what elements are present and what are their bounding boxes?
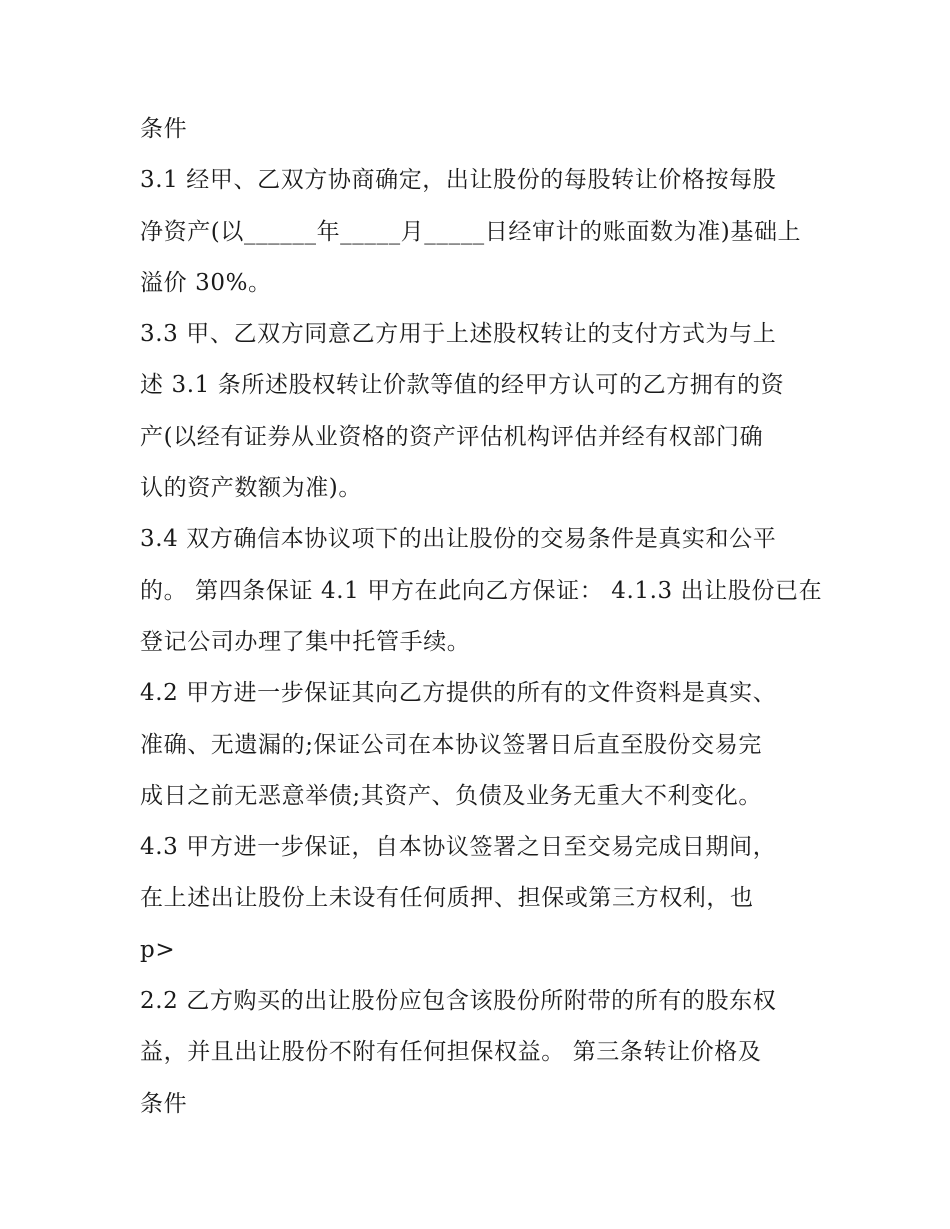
text-line: 成日之前无恶意举债;其资产、负债及业务无重大不利变化。 bbox=[140, 782, 762, 809]
text-line: 溢价 30%。 bbox=[140, 269, 272, 296]
text-line: 2.2 乙方购买的出让股份应包含该股份所附带的所有的股东权 bbox=[140, 988, 777, 1015]
text-line: 4.3 甲方进一步保证，自本协议签署之日至交易完成日期间， bbox=[140, 834, 777, 861]
text-line: 4.2 甲方进一步保证其向乙方提供的所有的文件资料是真实、 bbox=[140, 680, 777, 707]
text-line: 认的资产数额为准)。 bbox=[140, 475, 362, 502]
text-line: 净资产(以______年_____月_____日经审计的账面数为准)基础上 bbox=[140, 218, 802, 245]
text-line: 的。 第四条保证 4.1 甲方在此向乙方保证： 4.1.3 出让股份已在 bbox=[140, 577, 823, 604]
document-body bbox=[140, 104, 823, 1130]
text-line: 述 3.1 条所述股权转让价款等值的经甲方认可的乙方拥有的资 bbox=[140, 372, 785, 399]
text-line: 产(以经有证券从业资格的资产评估机构评估并经有权部门确 bbox=[140, 423, 764, 450]
text-line: 3.4 双方确信本协议项下的出让股份的交易条件是真实和公平 bbox=[140, 526, 777, 553]
text-line: 3.3 甲、乙双方同意乙方用于上述股权转让的支付方式为与上 bbox=[140, 321, 777, 348]
text-line: 3.1 经甲、乙双方协商确定，出让股份的每股转让价格按每股 bbox=[140, 167, 777, 194]
text-line: 登记公司办理了集中托管手续。 bbox=[140, 628, 471, 655]
text-line: 益，并且出让股份不附有任何担保权益。 第三条转让价格及 bbox=[140, 1039, 762, 1066]
text-line: 在上述出让股份上未设有任何质押、担保或第三方权利，也 bbox=[140, 885, 754, 912]
text-line: p> bbox=[140, 936, 176, 963]
text-line: 条件 bbox=[140, 1090, 188, 1117]
text-line: 准确、无遗漏的;保证公司在本协议签署日后直至股份交易完 bbox=[140, 731, 762, 758]
text-line: 条件 bbox=[140, 116, 188, 142]
